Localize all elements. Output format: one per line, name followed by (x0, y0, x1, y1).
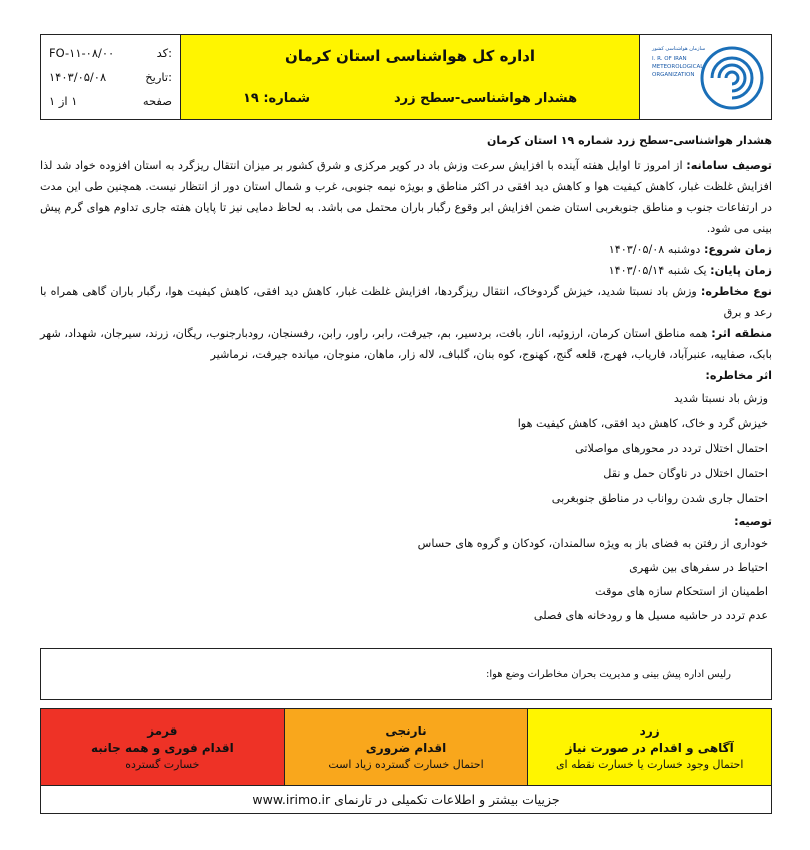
level-red (41, 709, 284, 785)
start-text: دوشنبه ۱۴۰۳/۰۵/۰۸ (608, 243, 701, 256)
level-desc: احتمال وجود خسارت یا خسارت نقطه ای (555, 757, 744, 771)
hazard-label: نوع مخاطره: (700, 285, 772, 298)
footer-website (40, 786, 772, 814)
warning-number: شماره: ۱۹ (242, 90, 311, 106)
irimo-logo-icon (646, 38, 766, 116)
logo-text-en-1: I. R. OF IRAN (651, 56, 687, 62)
advice-item: خوداری از رفتن به فضای باز به ویژه سالمندان، کودکان و گروه های حساس (417, 537, 768, 550)
system-description (40, 155, 772, 239)
code-label: کد: (156, 46, 172, 60)
page-value: ۱ از ۱ (49, 94, 78, 108)
effect-item: احتمال جاری شدن رواناب در مناطق جنوبغربی (551, 492, 768, 505)
start-label: زمان شروع: (703, 243, 772, 256)
warning-body (40, 130, 772, 628)
effect-item: وزش باد نسبتا شدید (673, 392, 768, 405)
level-name: قرمز (147, 723, 178, 738)
page-label: صفحه (142, 94, 172, 108)
system-text: از امروز تا اوایل هفته آینده با افزایش سرعت وزش باد در کویر مرکزی و شرق کشور بر میزان انتقال ریزگرد به استان افزوده خواد شد لذا افزایش غلظت غبار، کاهش کیفیت هوا و کاهش دید افقی در اکثر مناطق و بویژه نیمه جنوبی، غرب و شمال استان دور از انتظار نیست. همچنین طی این مدت در ارتفاعات جنوب و مناطق جنوبغربی استان ضمن افزایش ابر وقوع رگبار باران محتمل می باشد. به لحاظ دمایی نیز تا پایان هفته جاری تداوم هوای گرم پیش بینی می شود. (40, 159, 772, 235)
org-title: اداره کل هواشناسی استان کرمان (284, 47, 536, 65)
logo-text-en-3: ORGANIZATION (651, 72, 694, 78)
org-logo (639, 35, 771, 119)
advice-item: اطمینان از استحکام سازه های موقت (595, 585, 768, 598)
system-label: توصیف سامانه: (686, 159, 772, 172)
hazard-type (40, 281, 772, 323)
warning-type: هشدار هواشناسی-سطح زرد (393, 90, 578, 106)
logo-text-en-2: METEOROLOGICAL (651, 64, 703, 70)
end-text: یک شنبه ۱۴۰۳/۰۵/۱۴ (608, 264, 707, 277)
level-action: آگاهی و اقدام در صورت نیاز (565, 740, 734, 755)
advice-item: احتیاط در سفرهای بین شهری (629, 561, 768, 574)
hazard-text: وزش باد نسبتا شدید، خیزش گردوخاک، انتقال ریزگردها، افزایش غلظت غبار، کاهش دید افقی، کاهش کیفیت هوا، رگبار باران گاهی همراه با رعد و برق (40, 285, 772, 319)
logo-text-fa: سازمان هواشناسی کشور (651, 46, 705, 52)
signature-text: رلیس اداره پیش بینی و مدیریت بحران مخاطرات وضع هوا: (485, 669, 731, 680)
effect-item: احتمال اختلال تردد در محورهای مواصلاتی (575, 442, 768, 455)
area-label: منطقه اثر: (711, 327, 772, 340)
area-text: همه مناطق استان کرمان، ارزوئیه، انار، بافت، بردسیر، بم، جیرفت، رابر، راور، رابن، رفسنجان، رودبارجنوب، ریگان، زرند، سیرجان، شهداد، شهر بابک، صفاییه، عنبرآباد، فاریاب، فهرج، قلعه گنج، کهنوج، کوه بنان، گلباف، لاله زار، ماهان، منوجان، میانده جیرفت، نرماشیر (40, 327, 772, 361)
end-label: زمان پایان: (710, 264, 772, 277)
signature-box (40, 648, 772, 700)
warning-levels (40, 708, 772, 786)
footer-text: جزییات بیشتر و اطلاعات تکمیلی در تارنمای www.irimo.ir (252, 792, 560, 807)
page-row (49, 94, 172, 108)
end-time (40, 260, 772, 281)
header-title-block (181, 35, 639, 119)
warning-title: هشدار هواشناسی-سطح زرد شماره ۱۹ استان کرمان (486, 134, 772, 147)
doc-meta (41, 35, 181, 119)
effects-label: اثر مخاطره: (705, 369, 772, 382)
level-action: اقدام فوری و همه جانبه (90, 740, 234, 755)
date-value: ۱۴۰۳/۰۵/۰۸ (49, 70, 107, 84)
level-name: نارنجی (385, 723, 427, 738)
code-value: FO-۱۱-۰۸/۰۰ (49, 46, 115, 60)
level-name: زرد (639, 723, 660, 738)
level-action: اقدام ضروری (365, 740, 447, 755)
advice-label: توصیه: (734, 515, 772, 528)
date-label: تاریخ: (145, 70, 172, 84)
advice-item: عدم تردد در حاشیه مسیل ها و رودخانه های فصلی (533, 609, 768, 622)
effect-item: احتمال اختلال در ناوگان حمل و نقل (603, 467, 768, 480)
code-row (49, 46, 172, 60)
start-time (40, 239, 772, 260)
date-row (49, 70, 172, 84)
warning-line (181, 77, 639, 119)
level-orange (284, 709, 528, 785)
level-desc: خسارت گسترده (125, 757, 200, 771)
document-header (40, 34, 772, 120)
level-yellow (527, 709, 771, 785)
affected-area (40, 323, 772, 365)
level-desc: احتمال خسارت گسترده زیاد است (328, 757, 484, 771)
effect-item: خیزش گرد و خاک، کاهش دید افقی، کاهش کیفیت هوا (517, 417, 768, 430)
